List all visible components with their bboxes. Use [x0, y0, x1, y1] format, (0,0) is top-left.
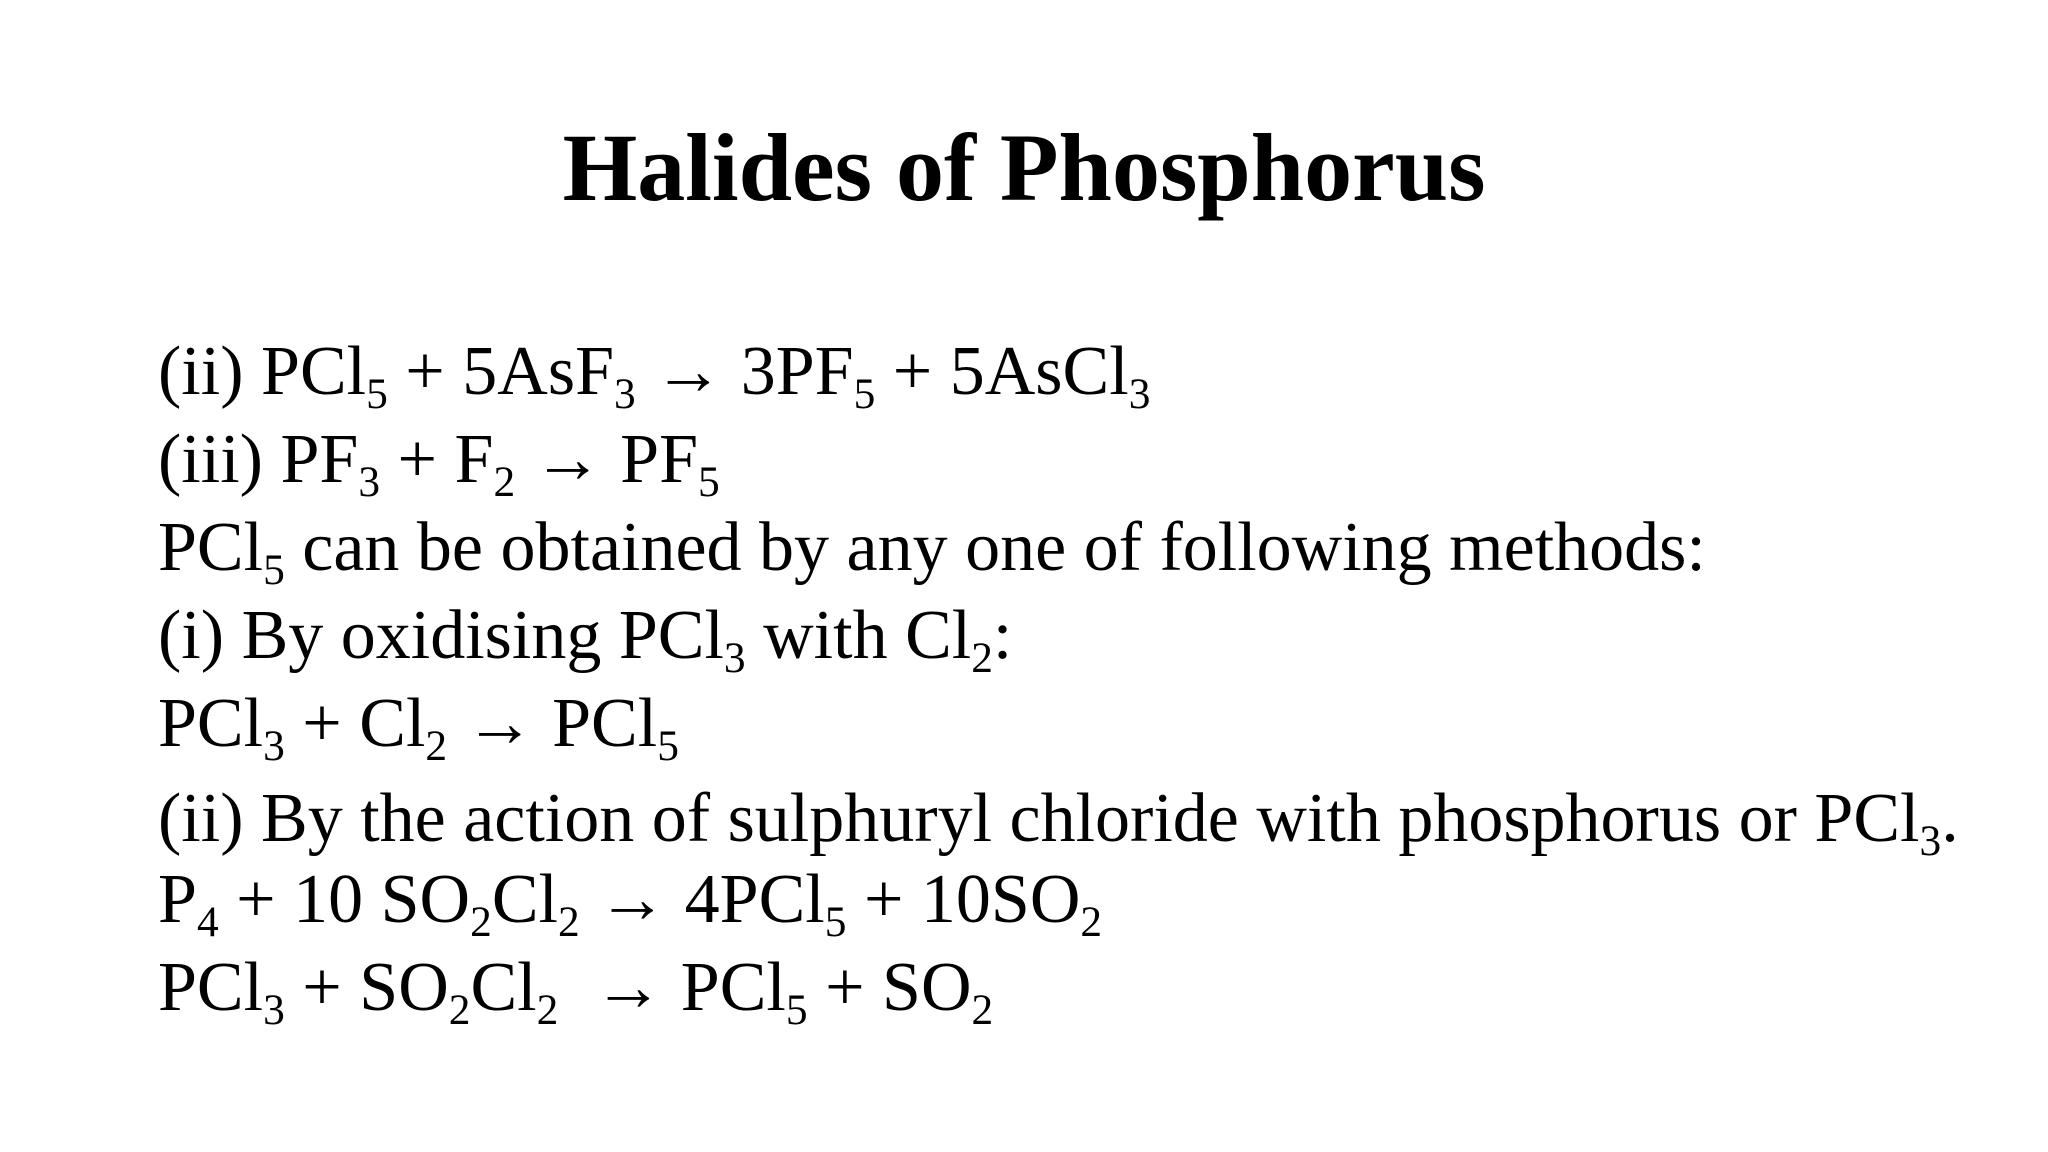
subscript: 5 — [785, 985, 808, 1034]
subscript: 5 — [657, 721, 679, 770]
text-segment: → PCl — [558, 949, 786, 1026]
text-segment: + 5AsCl — [875, 333, 1129, 410]
text-line — [158, 504, 1998, 592]
text-segment: (iii) PF — [158, 421, 359, 498]
text-line — [158, 944, 1998, 1032]
subscript: 2 — [971, 633, 993, 682]
text-segment: → PCl — [447, 685, 658, 762]
text-segment: (ii) By the action of sulphuryl chloride with phosphorus or PCl — [158, 780, 1920, 857]
text-segment: → 3PF — [635, 333, 854, 410]
text-line — [158, 768, 1998, 865]
text-segment: with Cl — [745, 597, 972, 674]
subscript: 3 — [263, 985, 285, 1034]
subscript: 3 — [263, 721, 285, 770]
text-line — [158, 592, 1998, 680]
text-segment: Cl — [491, 861, 558, 938]
text-segment: + 5AsF — [387, 333, 614, 410]
text-segment: → 4PCl — [579, 861, 825, 938]
text-segment: + Cl — [284, 685, 426, 762]
text-segment: + SO — [807, 949, 972, 1026]
text-line — [158, 680, 1998, 768]
subscript: 2 — [1080, 897, 1103, 946]
text-segment: P — [158, 861, 197, 938]
subscript: 3 — [723, 633, 746, 682]
subscript: 5 — [263, 545, 285, 594]
subscript: 2 — [448, 985, 471, 1034]
text-segment: . — [1941, 780, 1959, 857]
text-segment: Cl — [470, 949, 537, 1026]
subscript: 2 — [971, 985, 994, 1034]
text-segment: + SO — [284, 949, 449, 1026]
subscript: 5 — [853, 369, 876, 418]
text-segment: + 10SO — [846, 861, 1081, 938]
text-line — [158, 416, 1998, 504]
text-segment: PCl — [158, 949, 264, 1026]
text-line — [158, 328, 1998, 416]
text-segment: : — [992, 597, 1013, 674]
subscript: 2 — [557, 897, 580, 946]
text-segment: (i) By oxidising PCl — [158, 597, 724, 674]
text-line — [158, 856, 1998, 944]
subscript: 5 — [824, 897, 847, 946]
text-segment: → PF — [515, 421, 699, 498]
text-segment: can be obtained by any one of following methods: — [284, 509, 1706, 586]
subscript: 3 — [614, 369, 636, 418]
subscript: 3 — [1128, 369, 1151, 418]
subscript: 2 — [536, 985, 559, 1034]
text-segment: PCl — [158, 685, 264, 762]
text-segment: + 10 SO — [218, 861, 471, 938]
subscript: 4 — [196, 897, 219, 946]
text-segment: (ii) PCl — [158, 333, 367, 410]
slide-title: Halides of Phosphorus — [562, 114, 1486, 221]
subscript: 5 — [366, 369, 388, 418]
subscript: 2 — [425, 721, 448, 770]
subscript: 3 — [358, 457, 381, 506]
subscript: 2 — [470, 897, 492, 946]
text-segment: PCl — [158, 509, 264, 586]
subscript: 5 — [698, 457, 720, 506]
subscript: 3 — [1919, 816, 1942, 865]
text-segment: + F — [380, 421, 494, 498]
slide-body — [158, 328, 1998, 1032]
subscript: 2 — [493, 457, 516, 506]
